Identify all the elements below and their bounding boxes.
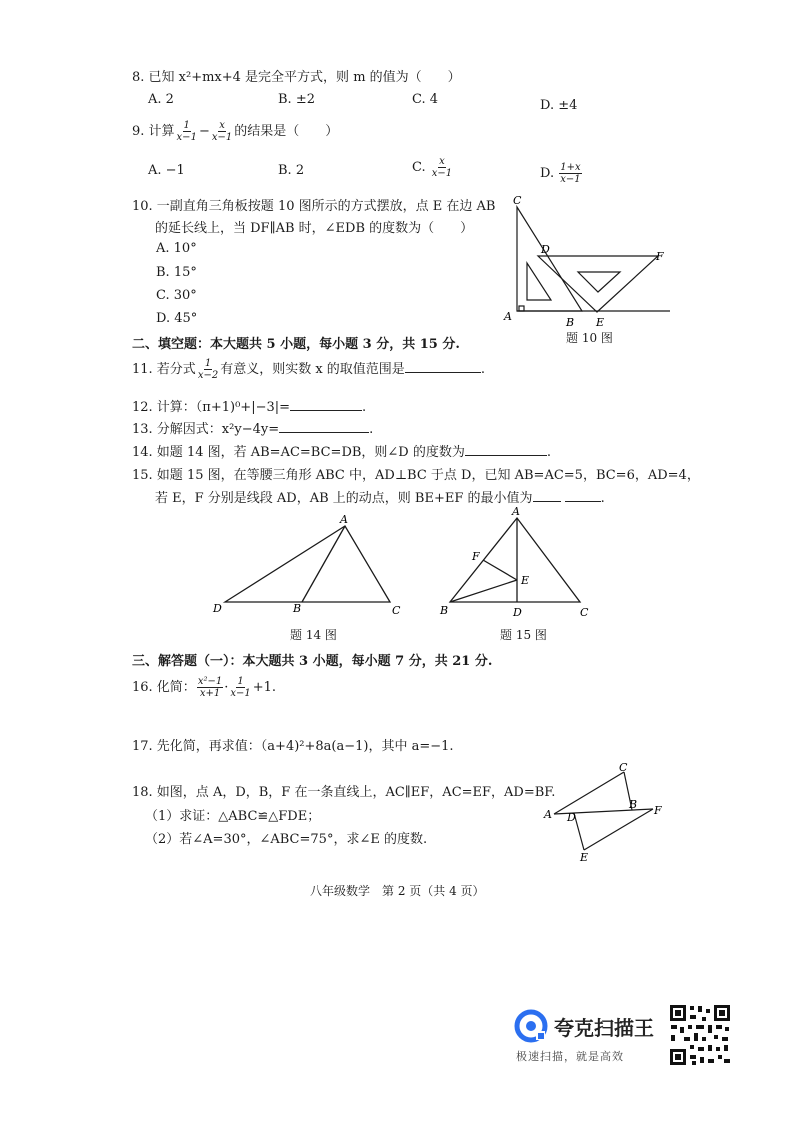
fig14-label-d: D: [213, 602, 222, 615]
fig18-label-d: D: [567, 811, 576, 824]
fig15-label-c: C: [580, 606, 589, 619]
fig18-label-a: A: [544, 808, 552, 821]
fig15-label-e: E: [521, 574, 530, 587]
q15-line-2: 若 E，F 分别是线段 AD，AB 上的动点，则 BE+EF 的最小值为 .: [155, 491, 605, 506]
fig18-label-f: F: [654, 804, 662, 817]
q18-sub-2: （2）若∠A=30°，∠ABC=75°，求∠E 的度数.: [145, 832, 428, 847]
scanner-slogan: 极速扫描，就是高效: [516, 1050, 624, 1063]
figure-14-triangles: [205, 512, 415, 622]
q9-option-d: D. $\frac{1+x}{x-1}$: [540, 162, 581, 185]
fig10-label-d: D: [541, 243, 550, 256]
fig18-label-c: C: [619, 762, 628, 774]
figure-15-caption: 题 15 图: [500, 628, 547, 642]
q11: 11. 若分式 $\frac{1}{x-2}$ 有意义，则实数 x 的取值范围是 .: [132, 358, 485, 381]
q9-stem: 9. 计算 $\frac{1}{x-1}$ − $\frac{x}{x-1}$ 的结果是（ ）: [132, 120, 339, 143]
q9-fraction-1: $\frac{1}{x-1}$: [176, 120, 197, 143]
q15-line-1: 15. 如题 15 图，在等腰三角形 ABC 中，AD⊥BC 于点 D，已知 AB=AC=5，BC=6，AD=4，: [132, 468, 700, 483]
fig10-label-f: F: [656, 250, 664, 263]
q10-line-2: 的延长线上，当 DF∥AB 时，∠EDB 的度数为（ ）: [155, 221, 474, 236]
figure-10-caption: 题 10 图: [566, 331, 613, 345]
q11-answer-blank: [405, 360, 481, 373]
q10-option-d: D. 45°: [156, 311, 198, 326]
section-3-title: 三、解答题（一）：本大题共 3 小题，每小题 7 分，共 21 分.: [132, 654, 493, 669]
q17: 17. 先化简，再求值：（a+4)²+8a(a−1)，其中 a=−1.: [132, 739, 454, 754]
quark-scanner-logo-icon: [514, 1009, 548, 1043]
q12-answer-blank: [290, 398, 362, 411]
q8-option-b: B. ±2: [278, 92, 315, 107]
q15-answer-blank: [565, 489, 601, 502]
q8-option-a: A. 2: [148, 92, 174, 107]
q8-option-d: D. ±4: [540, 98, 578, 113]
q9-option-c: C. $\frac{x}{x-1}$: [412, 156, 453, 179]
fig15-label-b: B: [440, 604, 449, 617]
figure-10-triangle-set: [500, 192, 680, 342]
fig10-label-b: B: [566, 316, 575, 329]
q10-option-a: A. 10°: [156, 241, 197, 256]
section-2-title: 二、填空题：本大题共 5 小题，每小题 3 分，共 15 分.: [132, 337, 460, 352]
q9-option-a: A. −1: [148, 163, 185, 178]
fig14-label-b: B: [293, 602, 302, 615]
q13: 13. 分解因式：x²y−4y= .: [132, 422, 374, 437]
figure-14-caption: 题 14 图: [290, 628, 337, 642]
scanner-watermark: [512, 1006, 672, 1068]
figure-18-congruent-triangles: [540, 762, 670, 866]
fig15-label-d: D: [513, 606, 522, 619]
scanner-brand-name: 夸克扫描王: [554, 1016, 654, 1040]
q16: 16. 化简： $\frac{\text{x²−1}}{x+1}$ · $\frac{1}{x-1}$ +1.: [132, 676, 277, 699]
q12: 12. 计算：（π+1)⁰+|−3|= .: [132, 400, 367, 415]
fig10-label-a: A: [504, 310, 512, 323]
fig10-label-c: C: [513, 194, 522, 207]
q18-line-1: 18. 如图，点 A，D，B，F 在一条直线上，AC∥EF，AC=EF，AD=BF.: [132, 785, 556, 800]
q10-option-b: B. 15°: [156, 265, 197, 280]
qr-code-icon: [668, 1003, 732, 1067]
q8-stem: 8. 已知 x²+mx+4 是完全平方式，则 m 的值为（ ）: [132, 70, 461, 85]
fig18-label-e: E: [580, 851, 589, 864]
q9-fraction-2: $\frac{x}{x-1}$: [211, 120, 233, 143]
q10-option-c: C. 30°: [156, 288, 197, 303]
page-footer: 八年级数学 第 2 页（共 4 页）: [310, 884, 485, 898]
fig15-label-a: A: [512, 505, 520, 518]
fig14-label-c: C: [392, 604, 401, 617]
fig18-label-b: B: [629, 798, 638, 811]
q14-answer-blank: [465, 443, 547, 456]
q8-option-c: C. 4: [412, 92, 439, 107]
q13-answer-blank: [279, 420, 369, 433]
fig15-label-f: F: [472, 550, 480, 563]
q14: 14. 如题 14 图，若 AB=AC=BC=DB，则∠D 的度数为 .: [132, 445, 552, 460]
figure-15-isosceles-triangle: [432, 504, 597, 626]
q10-line-1: 10. 一副直角三角板按题 10 图所示的方式摆放，点 E 在边 AB: [132, 199, 496, 214]
q18-sub-1: （1）求证：△ABC≌△FDE；: [145, 809, 321, 824]
fig10-label-e: E: [596, 316, 605, 329]
fig14-label-a: A: [340, 513, 348, 526]
q9-option-b: B. 2: [278, 163, 305, 178]
